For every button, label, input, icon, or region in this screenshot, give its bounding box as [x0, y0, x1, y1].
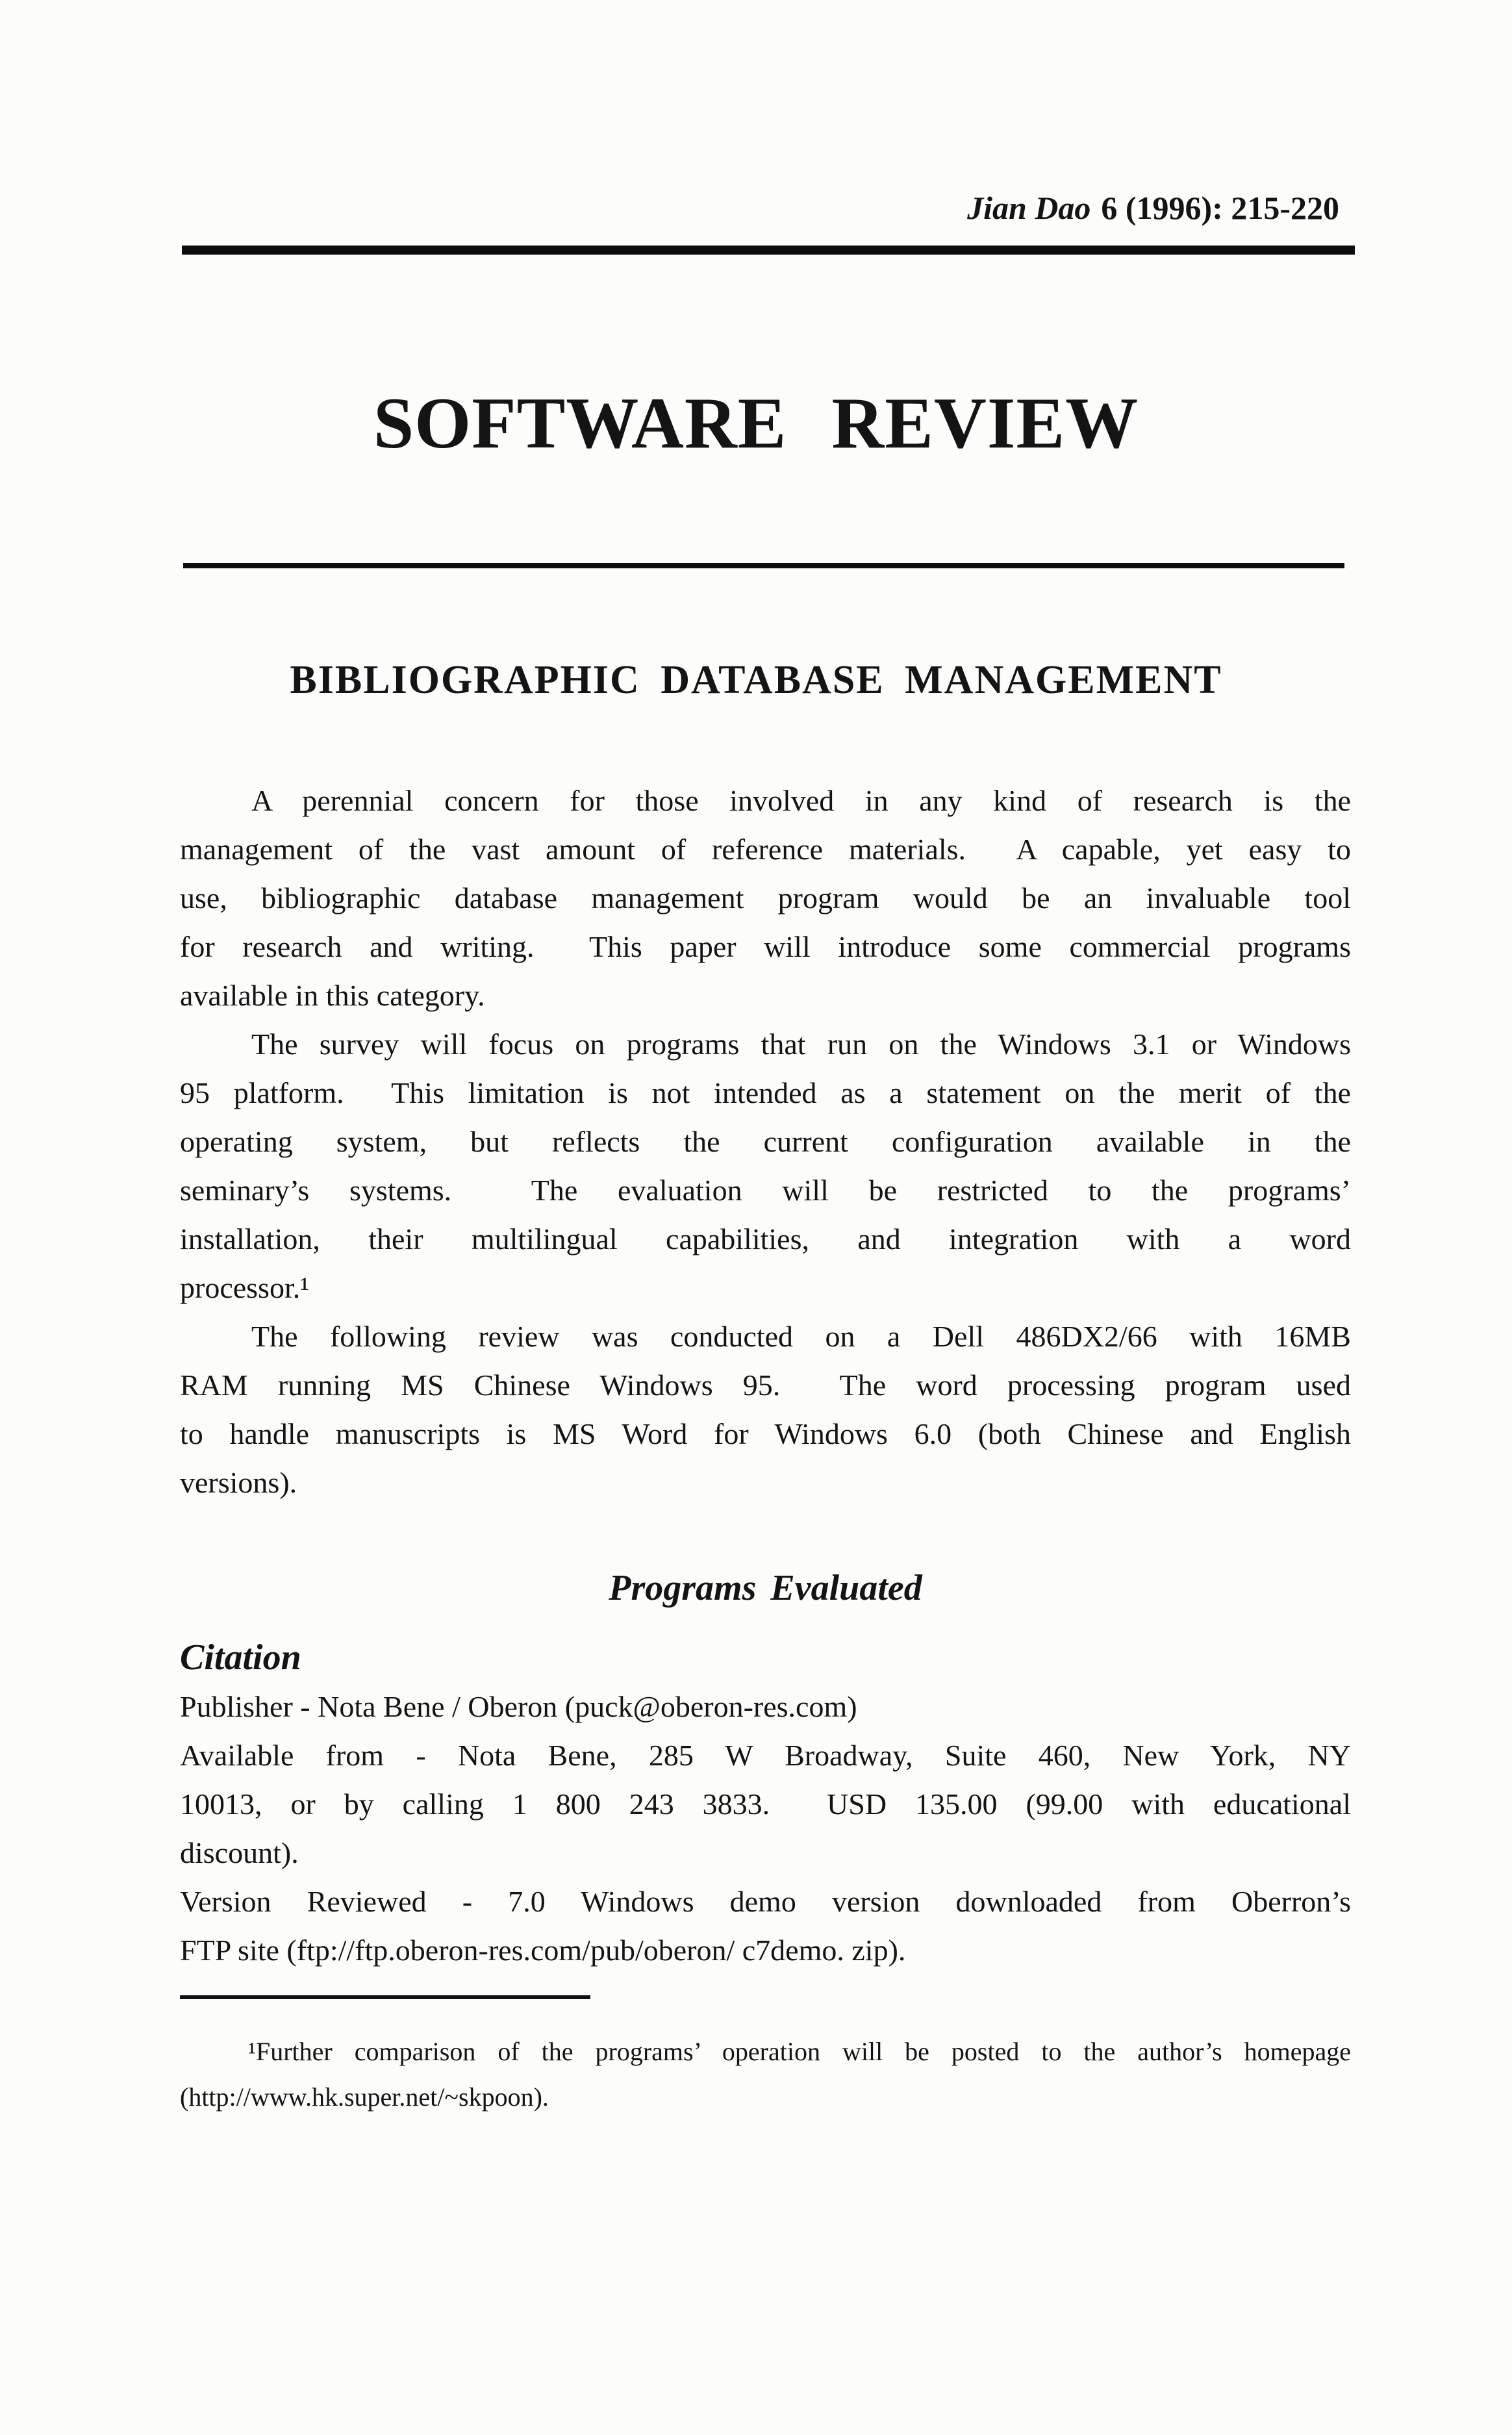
text-line: FTP site (ftp://ftp.oberon-res.com/pub/oberon/ c7demo. zip). [180, 1934, 906, 1967]
paragraph-availability [180, 1731, 1351, 1877]
text-line: versions). [180, 1466, 297, 1499]
citation-subheading: Citation [180, 1637, 301, 1678]
text-line: processor.¹ [180, 1271, 310, 1304]
paragraph-intro [180, 776, 1351, 1020]
header-rule [182, 246, 1355, 255]
text-line: Available from - Nota Bene, 285 W Broadway, Suite 460, New York, NY [180, 1739, 1351, 1772]
paragraph-survey-scope [180, 1020, 1351, 1312]
journal-citation [967, 187, 1339, 229]
footnote-rule [180, 1995, 590, 1999]
text-line: installation, their multilingual capabilities, and integration with a word [180, 1222, 1351, 1255]
text-line: The survey will focus on programs that run on the Windows 3.1 or Windows [251, 1028, 1351, 1061]
footnote-line: (http://www.hk.super.net/~skpoon). [180, 2082, 549, 2112]
paragraph-publisher [180, 1682, 1351, 1731]
text-line: operating system, but reflects the current configuration available in the [180, 1125, 1351, 1158]
text-line: 95 platform. This limitation is not intended as a statement on the merit of the [180, 1076, 1351, 1109]
text-line: to handle manuscripts is MS Word for Windows 6.0 (both Chinese and English [180, 1417, 1351, 1450]
text-line: 10013, or by calling 1 800 243 3833. USD 135.00 (99.00 with educational [180, 1787, 1351, 1821]
text-line: management of the vast amount of reference materials. A capable, yet easy to [180, 833, 1351, 866]
page-title: SOFTWARE REVIEW [373, 383, 1139, 464]
programs-evaluated-heading: Programs Evaluated [609, 1568, 922, 1608]
title-rule [183, 563, 1344, 568]
text-line: available in this category. [180, 979, 485, 1012]
footnote [180, 2029, 1351, 2120]
journal-citation-rest: 6 (1996): 215-220 [1101, 190, 1339, 226]
text-line: use, bibliographic database management program would be an invaluable tool [180, 881, 1351, 915]
article-body [180, 776, 1351, 2120]
journal-title: Jian Dao [967, 190, 1091, 226]
text-line: RAM running MS Chinese Windows 95. The word processing program used [180, 1369, 1351, 1402]
text-line: The following review was conducted on a Dell 486DX2/66 with 16MB [251, 1320, 1351, 1353]
text-line: for research and writing. This paper will introduce some commercial programs [180, 930, 1351, 963]
text-line: seminary’s systems. The evaluation will be restricted to the programs’ [180, 1174, 1351, 1207]
section-heading: BIBLIOGRAPHIC DATABASE MANAGEMENT [290, 658, 1222, 702]
footnote-line: ¹Further comparison of the programs’ operation will be posted to the author’s homepage [248, 2037, 1351, 2066]
text-line: Version Reviewed - 7.0 Windows demo version downloaded from Oberron’s [180, 1885, 1351, 1918]
text-line: discount). [180, 1836, 299, 1869]
text-line: Publisher - Nota Bene / Oberon (puck@oberon-res.com) [180, 1690, 857, 1723]
paragraph-version-reviewed [180, 1877, 1351, 1974]
text-line: A perennial concern for those involved in any kind of research is the [251, 784, 1351, 817]
paragraph-test-setup [180, 1312, 1351, 1507]
